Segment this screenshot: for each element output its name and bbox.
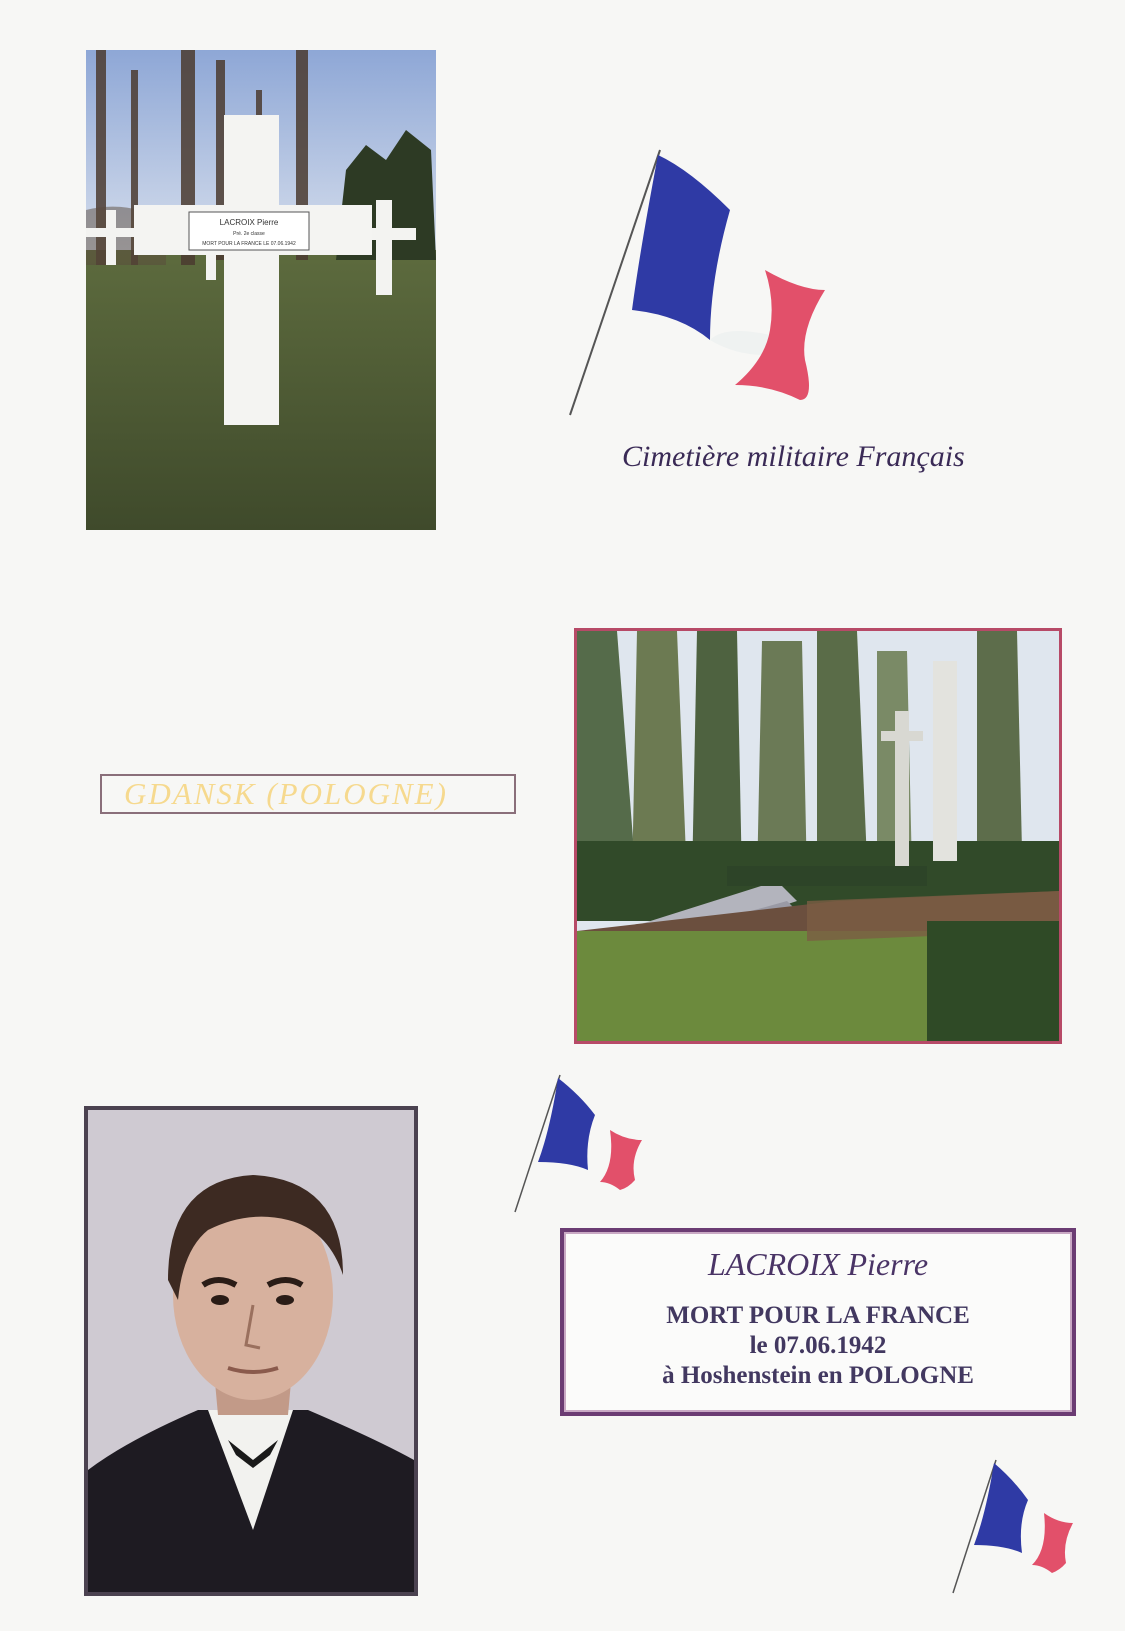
french-flag-icon (560, 130, 830, 420)
place-label-box (100, 774, 516, 814)
memorial-photo (574, 628, 1062, 1044)
cemetery-caption: Cimetière militaire Français (622, 440, 965, 473)
french-flag-icon (948, 1455, 1078, 1595)
grave-plaque-epitaph: MORT POUR LA FRANCE LE 07.06.1942 (202, 241, 296, 247)
inscription-line-2: le 07.06.1942 (749, 1332, 887, 1359)
grave-cross-photo (86, 50, 436, 530)
french-flag-icon (510, 1070, 650, 1215)
grave-plaque-name: LACROIX Pierre (219, 218, 279, 227)
place-label: GDANSK (POLOGNE) (124, 776, 448, 811)
portrait-photo (84, 1106, 418, 1596)
grave-plaque-subline: Pré. 2e classe (233, 231, 265, 237)
memorial-inscription-box (560, 1228, 1076, 1416)
inscription-line-3: à Hoshenstein en POLOGNE (662, 1362, 974, 1389)
deceased-name: LACROIX Pierre (707, 1246, 929, 1282)
inscription-line-1: MORT POUR LA FRANCE (666, 1302, 970, 1329)
